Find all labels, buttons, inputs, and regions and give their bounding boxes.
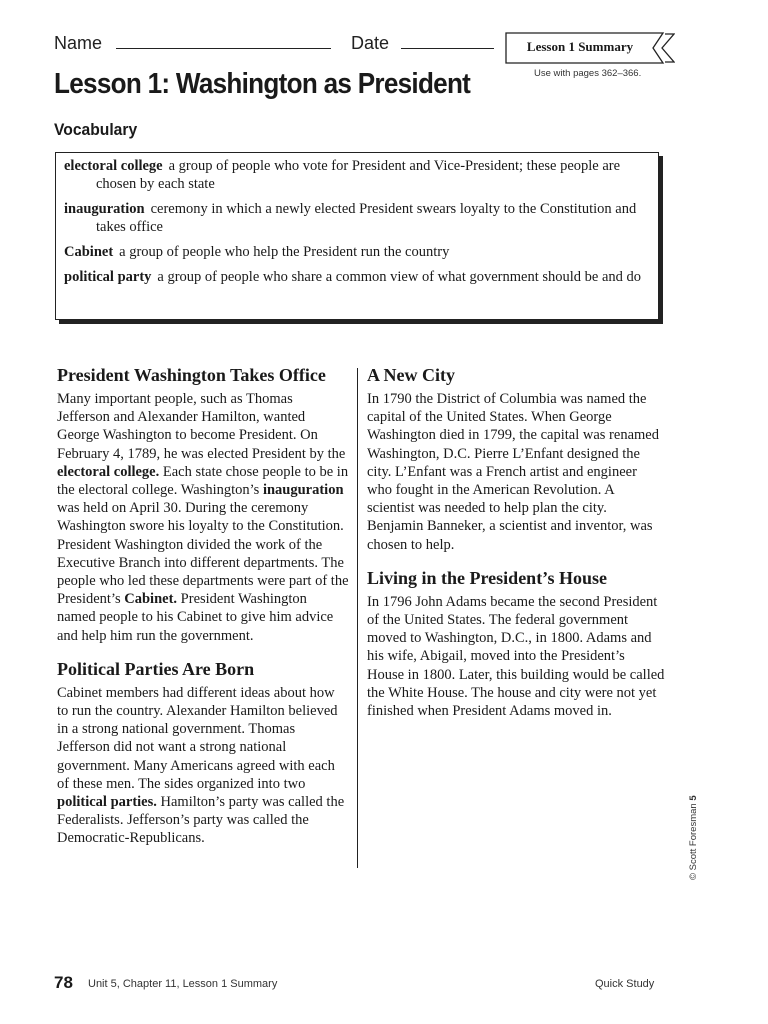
body-text: was held on April 30. During the ceremony Washington swore his loyalty to the Constitution. President Washington divided the work of the Executive Branch into different departments. The people who led these departments were part of the President’s	[57, 500, 349, 608]
body-text: Hamilton’s party was called the Federalists. Jefferson’s party was called the Democratic-Republicans.	[57, 794, 345, 847]
vocabulary-heading: Vocabulary	[54, 120, 138, 139]
vocab-term: electoral college	[64, 158, 163, 174]
right-column	[367, 365, 665, 734]
copyright-text: © Scott Foresman	[688, 803, 699, 880]
body-text: President Washington named people to his Cabinet to give him advice and help him run the government.	[57, 591, 334, 644]
vocab-item	[64, 200, 644, 236]
section-body-presidents-house: In 1796 John Adams became the second President of the United States. The federal government moved to Washington, D.C., in 1800. Adams and his wife, Abigail, moved into the President’s House in 1800. Later, this building would be called the White House. The house and city were not yet finished when President Adams moved in.	[367, 593, 665, 720]
vocab-item	[64, 268, 644, 286]
bold-term: political parties.	[57, 794, 157, 811]
left-column	[57, 365, 349, 862]
page-title: Lesson 1: Washington as President	[54, 68, 471, 100]
vocab-definition: a group of people who help the President run the country	[119, 244, 450, 260]
vocab-term: Cabinet	[64, 244, 114, 260]
copyright-grade: 5	[688, 795, 699, 801]
chapter-info: Unit 5, Chapter 11, Lesson 1 Summary	[88, 978, 278, 990]
vocab-definition: a group of people who vote for President and Vice-President; these people are chosen by each state	[96, 158, 621, 192]
vocab-item	[64, 243, 644, 261]
bold-term: electoral college.	[57, 463, 160, 480]
section-body-takes-office	[57, 390, 349, 645]
date-line[interactable]	[401, 48, 494, 49]
body-text: Cabinet members had different ideas about how to run the country. Alexander Hamilton believed in a strong national government. Thomas Jefferson did not want a strong national government. Many Americans agreed with each of these men. The sides organized into two	[57, 684, 338, 792]
date-label: Date	[351, 33, 390, 53]
vocabulary-box	[55, 152, 659, 320]
section-heading-new-city: A New City	[367, 365, 455, 385]
badge-label: Lesson 1 Summary	[526, 39, 634, 54]
section-heading-presidents-house: Living in the President’s House	[367, 567, 608, 588]
quick-study-label: Quick Study	[595, 978, 655, 990]
lesson-summary-badge	[505, 32, 670, 62]
body-text: Many important people, such as Thomas Jefferson and Alexander Hamilton, wanted George Washington to become President. On February 4, 1789, he was elected President by the	[57, 391, 346, 462]
section-body-parties	[57, 684, 349, 848]
name-label: Name	[54, 33, 103, 53]
page-number: 78	[54, 973, 73, 992]
column-divider	[357, 368, 358, 868]
section-heading-takes-office: President Washington Takes Office	[57, 365, 326, 385]
vocab-item	[64, 157, 644, 193]
name-line[interactable]	[116, 48, 331, 49]
bold-term: inauguration	[262, 482, 344, 499]
bold-term: Cabinet.	[124, 591, 178, 608]
body-text: Each state chose people to be in the electoral college. Washington’s	[57, 463, 349, 499]
vocab-term: political party	[64, 269, 152, 285]
section-heading-parties: Political Parties Are Born	[57, 658, 255, 679]
badge-subtext: Use with pages 362–366.	[534, 68, 642, 79]
section-body-new-city: In 1790 the District of Columbia was named the capital of the United States. When George Washington died in 1799, the capital was renamed Washington, D.C. Pierre L’Enfant designed the city. L’Enfant was a French artist and engineer who fought in the American Revolution. A scientist was needed to help plan the city. Benjamin Banneker, a scientist and inventor, was chosen to help.	[367, 391, 659, 553]
vocab-definition: ceremony in which a newly elected President swears loyalty to the Constitution and takes office	[96, 201, 637, 235]
vocab-term: inauguration	[64, 201, 145, 217]
vocab-definition: a group of people who share a common view of what government should be and do	[157, 269, 642, 285]
copyright-notice	[688, 795, 699, 880]
